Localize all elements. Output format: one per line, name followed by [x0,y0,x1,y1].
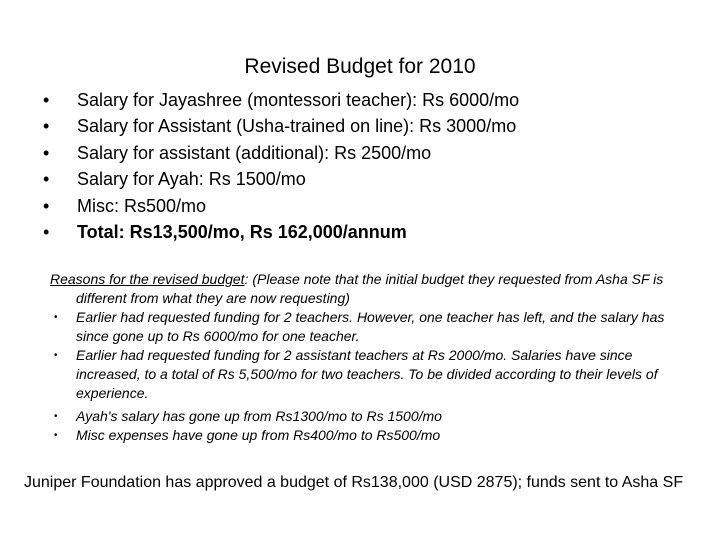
reason-item: • Earlier had requested funding for 2 assistant teachers at Rs 2000/mo. Salaries have since increased, to a total of Rs 5,500/mo for two teachers. To be divided according to their levels of experience. [54,347,658,401]
budget-item: • Misc: Rs500/mo [43,193,519,219]
bullet-icon: • [43,221,50,242]
reasons-note: : (Please note that the initial budget they requested from Asha SF is different from what they are now requesting) [76,271,664,306]
bullet-icon: • [43,169,50,190]
bullet-icon: • [43,142,50,163]
budget-item: • Salary for Assistant (Usha-trained on line): Rs 3000/mo [43,113,519,139]
slide-title [0,55,720,79]
budget-item: • Salary for assistant (additional): Rs 2500/mo [43,140,519,166]
bullet-icon: • [54,430,58,441]
reason-item: • Earlier had requested funding for 2 teachers. However, one teacher has left, and the salary has since gone up to Rs 6000/mo for one teacher. [54,309,665,344]
approval-note: Juniper Foundation has approved a budget of Rs138,000 (USD 2875); funds sent to Asha SF [24,474,684,491]
bullet-icon: • [43,195,50,216]
reason-item: • Ayah's salary has gone up from Rs1300/mo to Rs 1500/mo [54,408,442,424]
reasons-list [50,308,690,445]
reasons-intro [50,270,690,308]
budget-total: • Total: Rs13,500/mo, Rs 162,000/annum [43,219,519,245]
budget-list [43,87,519,245]
bullet-icon: • [54,411,58,422]
reason-item: • Misc expenses have gone up from Rs400/mo to Rs500/mo [54,427,441,443]
budget-item: • Salary for Jayashree (montessori teacher): Rs 6000/mo [43,87,519,113]
bullet-icon: • [54,350,58,361]
reasons-heading: Reasons for the revised budget [50,271,245,287]
reasons-section [50,270,690,445]
slide-title-text: Revised Budget for 2010 [244,55,476,78]
bullet-icon: • [54,312,58,323]
bullet-icon: • [43,90,50,110]
bullet-icon: • [43,116,50,137]
budget-item: • Salary for Ayah: Rs 1500/mo [43,166,519,192]
